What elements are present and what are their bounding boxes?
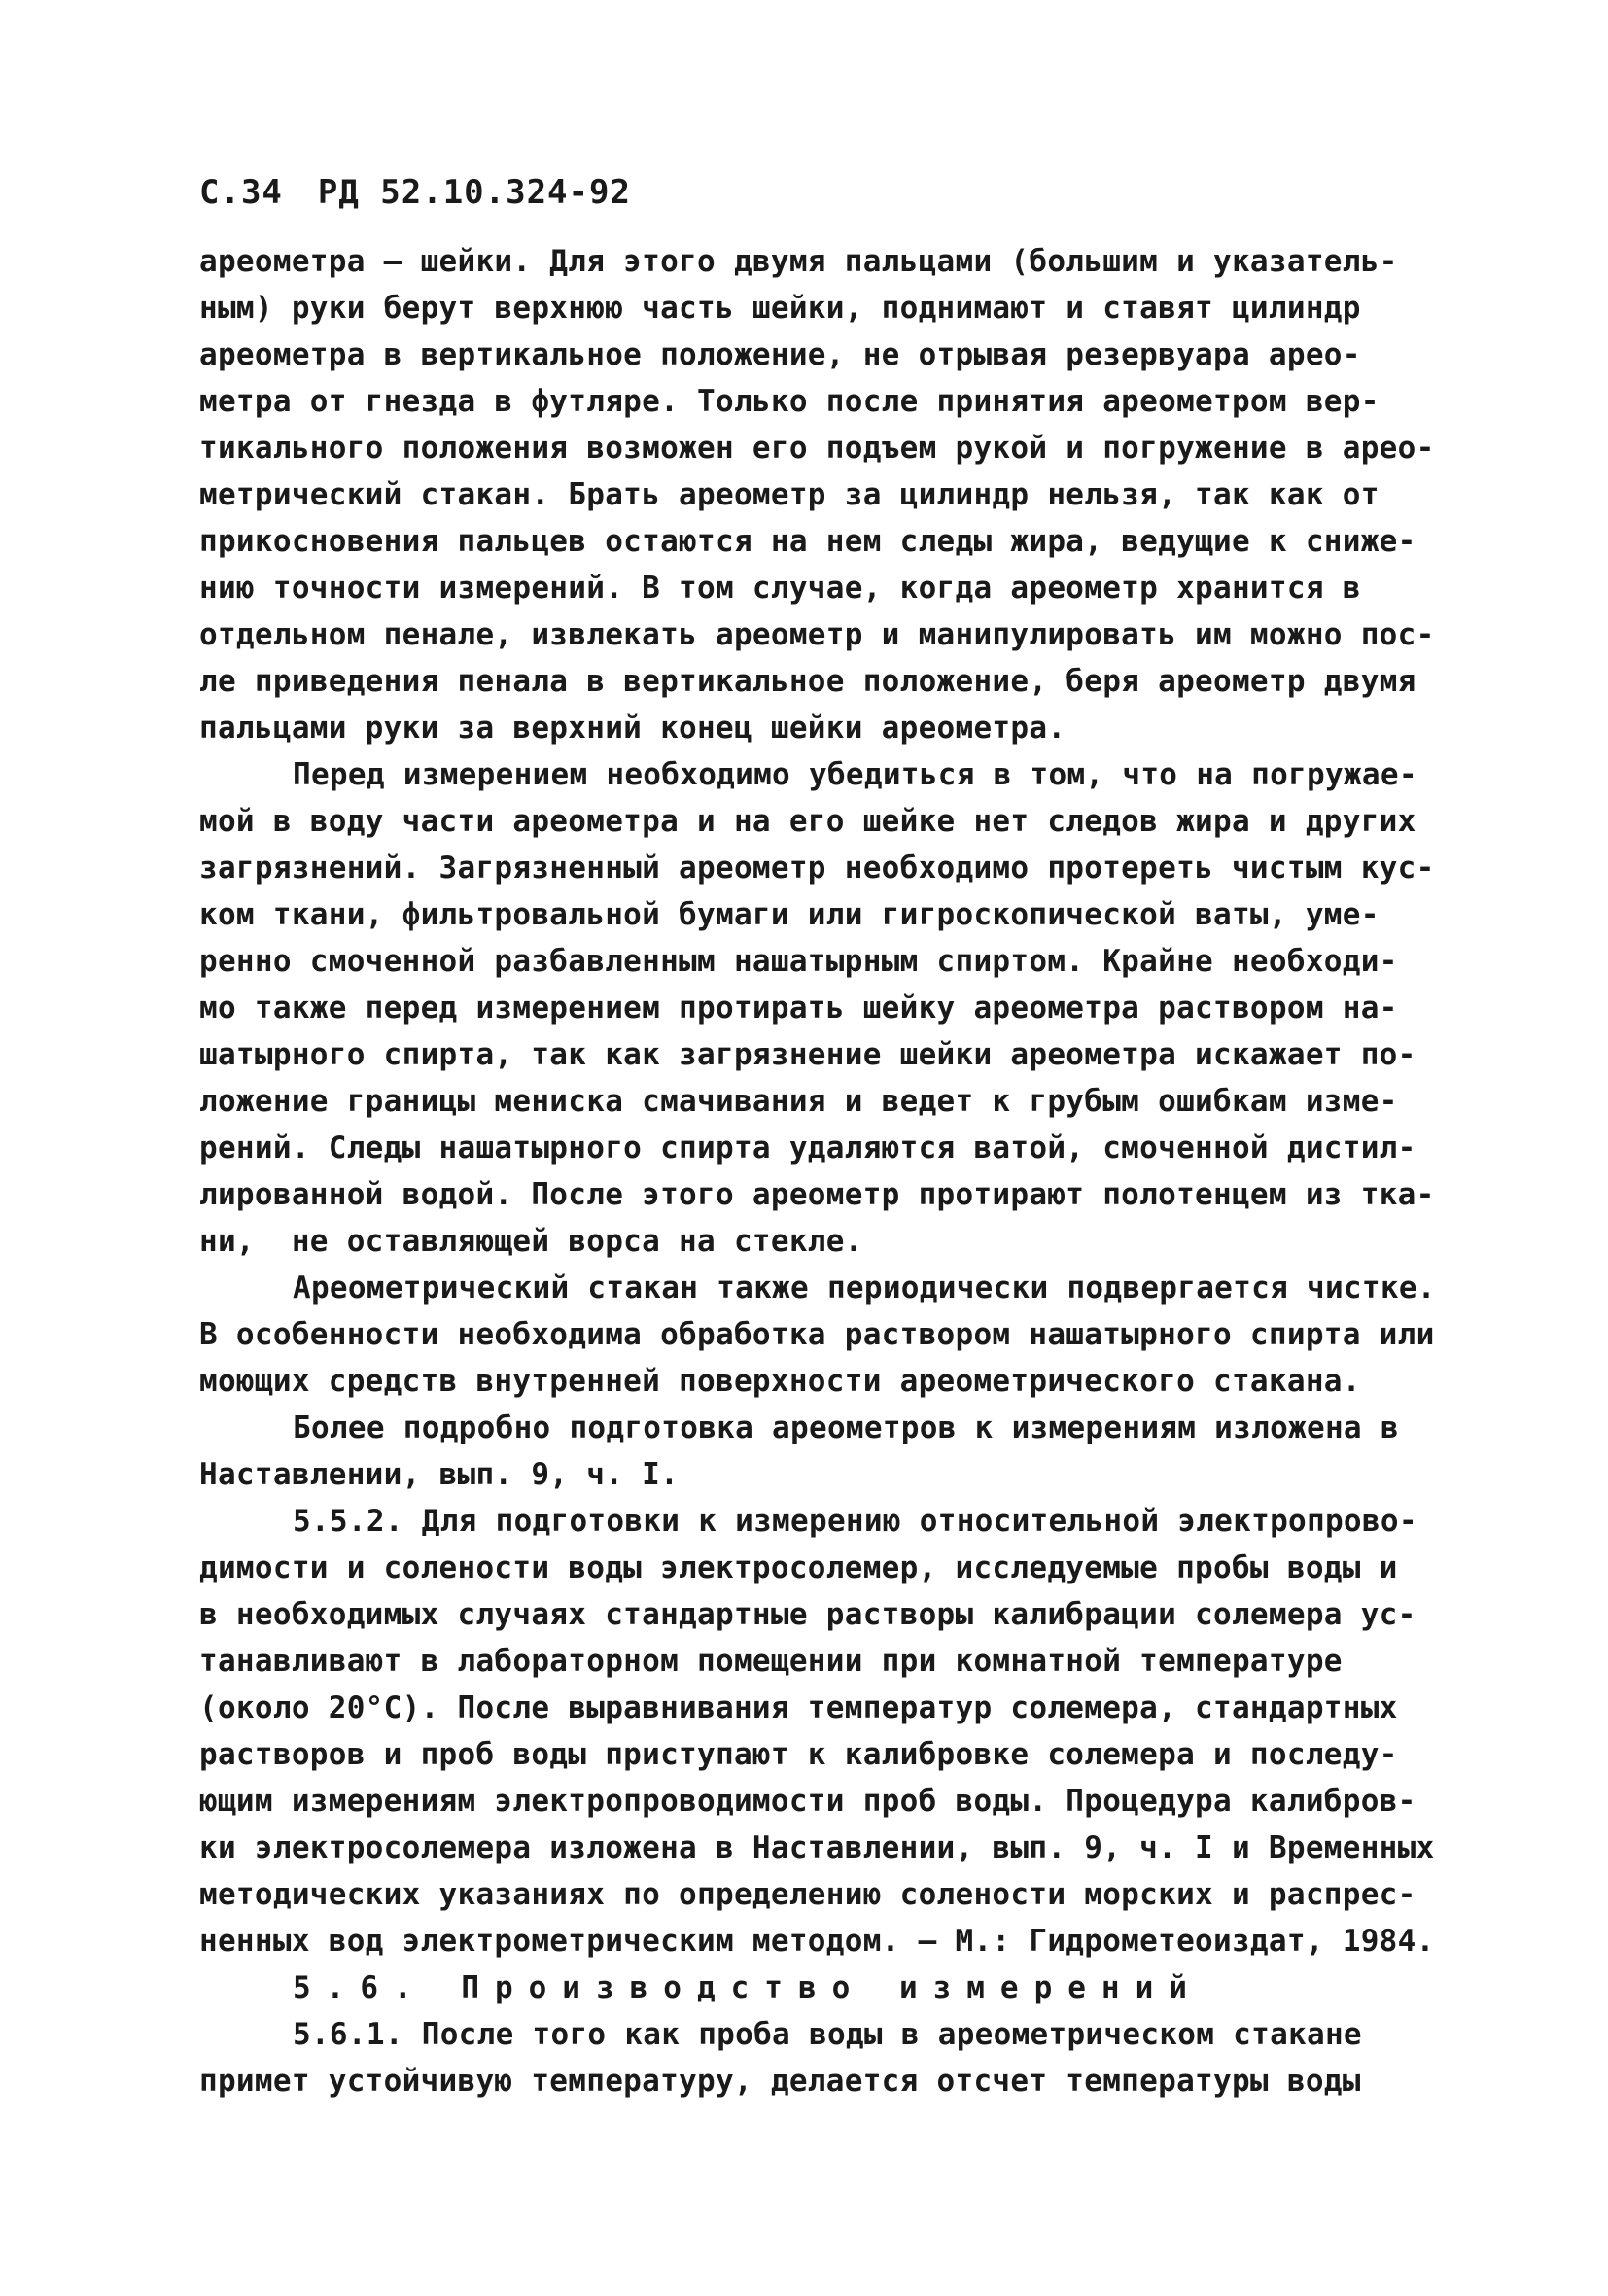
text-line: Наставлении, вып. 9, ч. I. <box>199 1457 680 1492</box>
text-line: примет устойчивую температуру, делается отсчет температуры воды <box>199 2064 1361 2099</box>
text-line: ни, не оставляющей ворса на стекле. <box>199 1224 863 1259</box>
text-line: пальцами руки за верхний конец шейки ареометра. <box>199 711 1066 746</box>
paragraph-first-line: Ареометрический стакан также периодически подвергается чистке. <box>293 1270 1436 1305</box>
text-line: ложение границы мениска смачивания и ведет к грубым ошибкам изме- <box>199 1084 1398 1119</box>
text-line: растворов и проб воды приступают к калибровке солемера и последу- <box>199 1737 1398 1772</box>
text-line: метрический стакан. Брать ареометр за цилиндр нельзя, так как от <box>199 477 1380 512</box>
section-heading: 5.6. Производство измерений <box>293 1970 1203 2005</box>
text-line: шатырного спирта, так как загрязнение шейки ареометра искажает по- <box>199 1037 1416 1072</box>
text-line: нию точности измерений. В том случае, когда ареометр хранится в <box>199 571 1361 606</box>
text-line: ле приведения пенала в вертикальное положение, беря ареометр двумя <box>199 664 1416 699</box>
paragraph-first-line: 5.5.2. Для подготовки к измерению относительной электропрово- <box>293 1504 1417 1539</box>
paragraph-first-line: Более подробно подготовка ареометров к измерениям изложена в <box>293 1410 1399 1445</box>
text-line: моющих средств внутренней поверхности ареометрического стакана. <box>199 1364 1361 1399</box>
text-line: ки электросолемера изложена в Наставлении, вып. 9, ч. I и Временных <box>199 1830 1435 1865</box>
text-line: танавливают в лабораторном помещении при комнатной температуре <box>199 1644 1343 1679</box>
paragraph-first-line: 5.6.1. После того как проба воды в ареометрическом стакане <box>293 2017 1362 2052</box>
body-text <box>199 238 1463 2105</box>
text-line: ареометра – шейки. Для этого двумя пальцами (большим и указатель- <box>199 244 1398 279</box>
text-line: мо также перед измерением протирать шейку ареометра раствором на- <box>199 991 1398 1026</box>
text-line: ным) руки берут верхнюю часть шейки, поднимают и ставят цилиндр <box>199 291 1361 326</box>
paragraph-first-line: Перед измерением необходимо убедиться в том, что на погружае- <box>293 757 1417 792</box>
text-line: в необходимых случаях стандартные растворы калибрации солемера ус- <box>199 1597 1416 1632</box>
text-line: загрязнений. Загрязненный ареометр необходимо протереть чистым кус- <box>199 851 1435 886</box>
page-number: С.34 <box>199 173 283 212</box>
text-line: методических указаниях по определению солености морских и распрес- <box>199 1877 1416 1912</box>
text-line: прикосновения пальцев остаются на нем следы жира, ведущие к сниже- <box>199 524 1416 559</box>
text-line: рений. Следы нашатырного спирта удаляются ватой, смоченной дистил- <box>199 1131 1416 1165</box>
text-line: (около 20°C). После выравнивания температур солемера, стандартных <box>199 1690 1398 1725</box>
text-line: ненных вод электрометрическим методом. – М.: Гидрометеоиздат, 1984. <box>199 1924 1435 1959</box>
text-line: тикального положения возможен его подъем рукой и погружение в арео- <box>199 431 1435 466</box>
page-header <box>199 173 631 212</box>
text-line: ющим измерениям электропроводимости проб воды. Процедура калибров- <box>199 1784 1416 1819</box>
text-line: ком ткани, фильтровальной бумаги или гигроскопической ваты, уме- <box>199 897 1380 932</box>
text-line: отдельном пенале, извлекать ареометр и манипулировать им можно пос- <box>199 617 1435 652</box>
text-line: метра от гнезда в футляре. Только после принятия ареометром вер- <box>199 384 1380 419</box>
text-line: ренно смоченной разбавленным нашатырным спиртом. Крайне необходи- <box>199 944 1398 979</box>
text-line: ареометра в вертикальное положение, не отрывая резервуара арео- <box>199 337 1361 372</box>
text-line: В особенности необходима обработка раствором нашатырного спирта или <box>199 1317 1435 1352</box>
text-line: мой в воду части ареометра и на его шейке нет следов жира и других <box>199 804 1416 839</box>
text-line: димости и солености воды электросолемер, исследуемые пробы воды и <box>199 1550 1398 1585</box>
text-line: лированной водой. После этого ареометр протирают полотенцем из тка- <box>199 1177 1435 1212</box>
document-code: РД 52.10.324-92 <box>317 173 631 212</box>
